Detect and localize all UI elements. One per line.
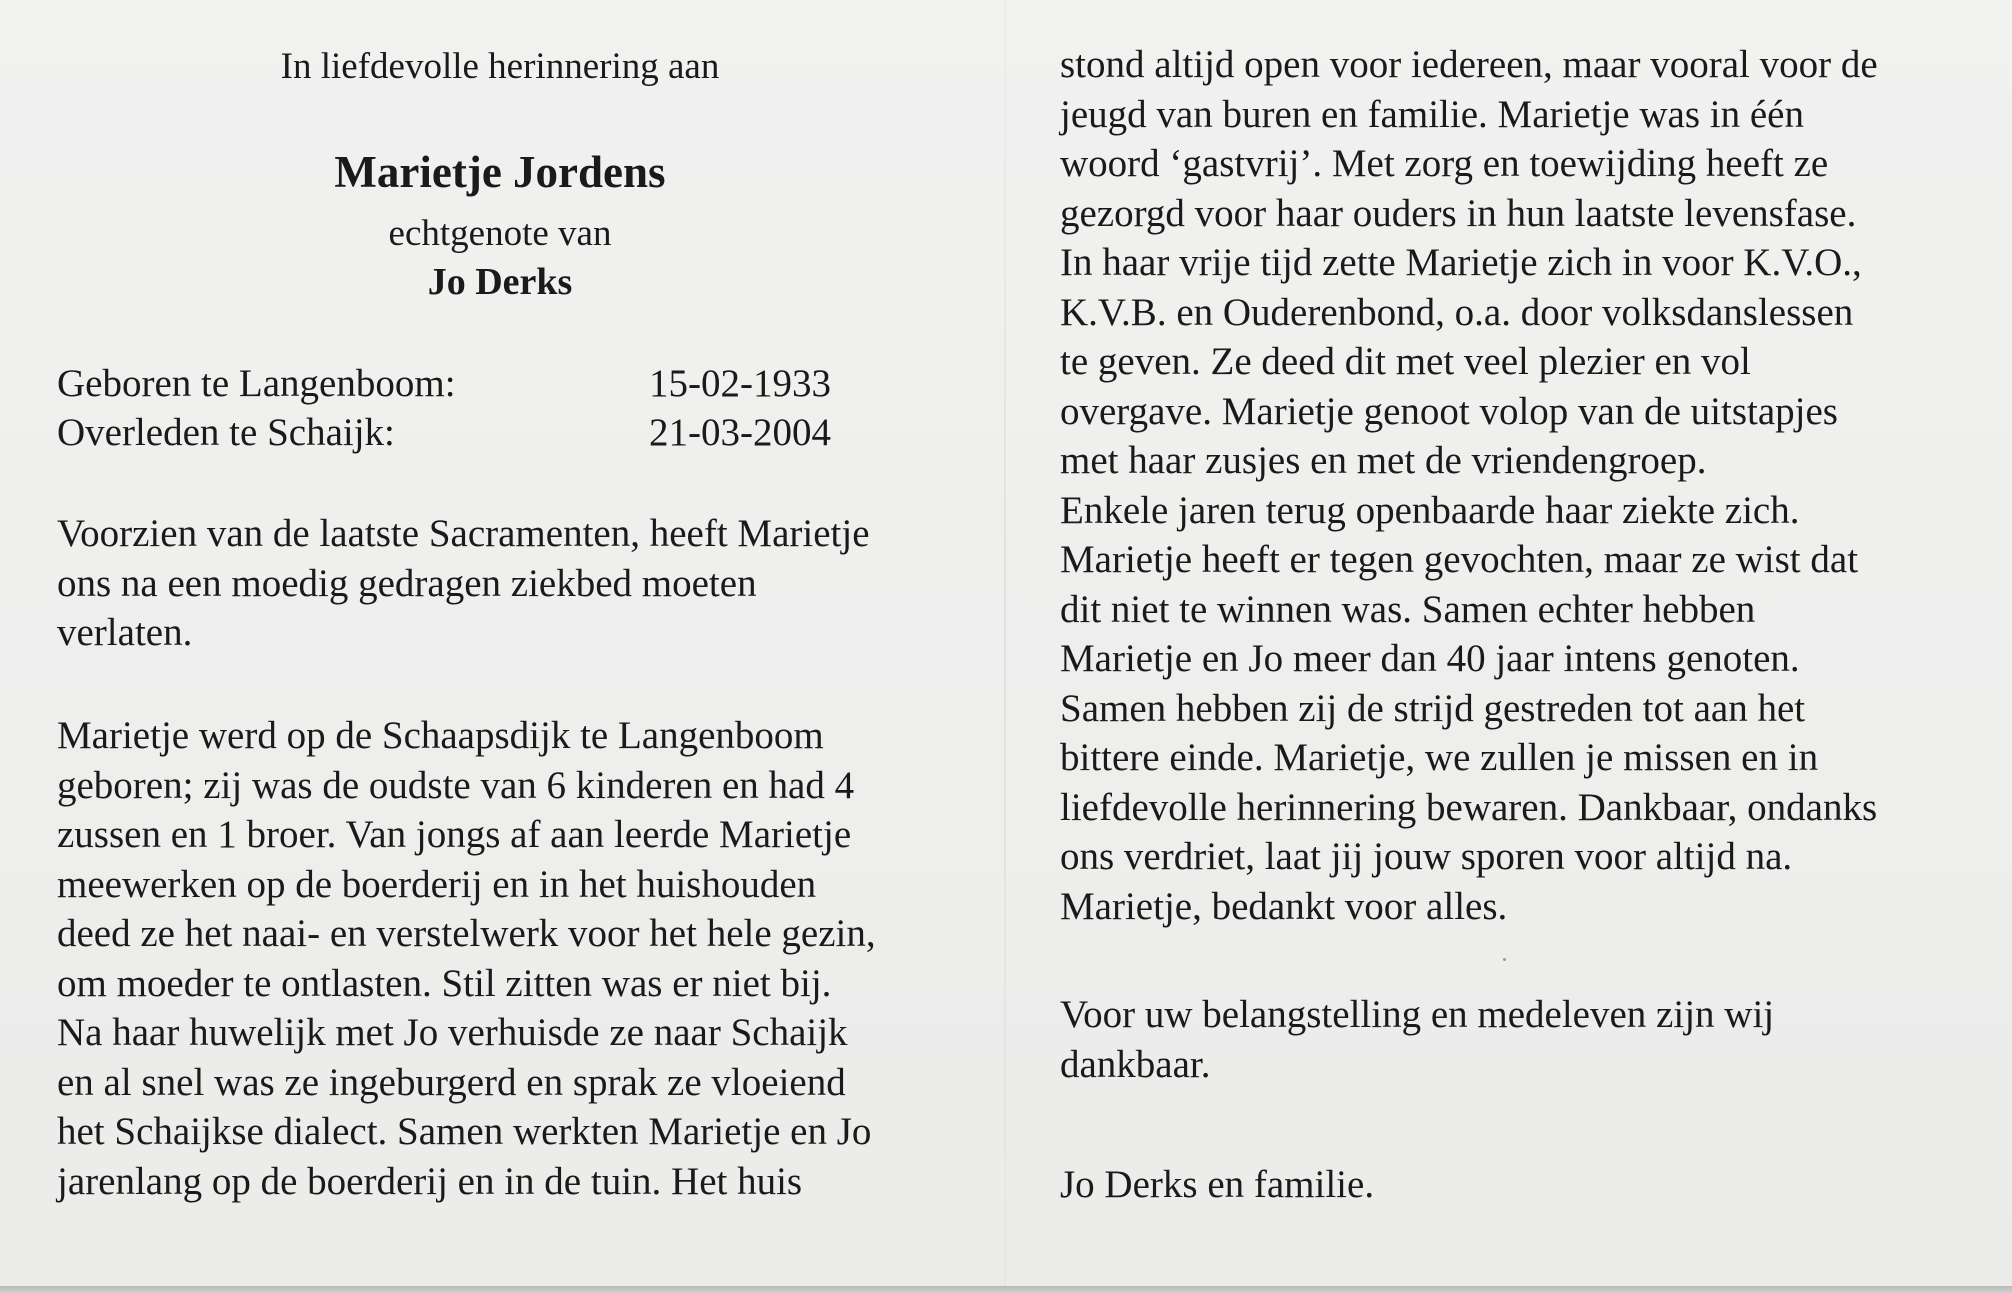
paragraph-line: dankbaar.	[1060, 1042, 1211, 1086]
born-date: 15-02-1933	[649, 362, 831, 405]
paragraph-line: verlaten.	[57, 611, 193, 654]
paper-speck	[1503, 958, 1506, 961]
died-date: 21-03-2004	[649, 411, 831, 454]
paragraph-line: liefdevolle herinnering bewaren. Dankbaar, ondanks	[1060, 785, 1878, 829]
deceased-name: Marietje Jordens	[334, 147, 666, 197]
paragraph-line: Na haar huwelijk met Jo verhuisde ze naar Schaijk	[57, 1011, 848, 1054]
paragraph-line: woord ‘gastvrij’. Met zorg en toewijding heeft ze	[1060, 142, 1829, 185]
paragraph-line: K.V.B. en Ouderenbond, o.a. door volksdanslessen	[1060, 290, 1854, 334]
paragraph-line: overgave. Marietje genoot volop van de uitstapjes	[1060, 389, 1838, 433]
paragraph-line: In haar vrije tijd zette Marietje zich in voor K.V.O.,	[1060, 241, 1862, 284]
spouse-name: Jo Derks	[427, 261, 573, 303]
life-story-paragraph	[57, 711, 876, 1206]
paragraph-line: en al snel was ze ingeburgerd en sprak ze vloeiend	[57, 1060, 846, 1104]
life-story-continued	[1060, 40, 1878, 931]
paragraph-line: stond altijd open voor iedereen, maar vooral voor de	[1060, 43, 1878, 86]
paragraph-line: geboren; zij was de oudste van 6 kinderen en had 4	[57, 763, 855, 807]
paragraph-line: met haar zusjes en met de vriendengroep.	[1060, 439, 1707, 482]
paragraph-line: Voor uw belangstelling en medeleven zijn wij	[1060, 993, 1775, 1036]
paragraph-line: Enkele jaren terug openbaarde haar ziekte zich.	[1060, 488, 1800, 532]
paragraph-line: Marietje en Jo meer dan 40 jaar intens genoten.	[1060, 637, 1800, 680]
card-fold-line	[1004, 0, 1006, 1286]
paragraph-line: deed ze het naai- en verstelwerk voor het hele gezin,	[57, 912, 876, 955]
paragraph-line: gezorgd voor haar ouders in hun laatste levensfase.	[1060, 191, 1857, 235]
paragraph-line: meewerken op de boerderij en in het huishouden	[57, 862, 817, 906]
paragraph-line: Marietje, bedankt voor alles.	[1060, 884, 1508, 928]
intro-text: In liefdevolle herinnering aan	[280, 46, 720, 87]
paragraph-line: ons na een moedig gedragen ziekbed moeten	[57, 561, 757, 605]
paragraph-line: om moeder te ontlasten. Stil zitten was er niet bij.	[57, 961, 832, 1005]
paragraph-line: dit niet te winnen was. Samen echter hebben	[1060, 587, 1756, 631]
paragraph-line: zussen en 1 broer. Van jongs af aan leerde Marietje	[57, 813, 852, 856]
paragraph-line: ons verdriet, laat jij jouw sporen voor altijd na.	[1060, 835, 1793, 878]
paragraph-line: Voorzien van de laatste Sacramenten, heeft Marietje	[57, 512, 870, 555]
closing-signature	[1060, 1160, 1374, 1210]
sacraments-paragraph	[57, 509, 870, 658]
born-label: Geboren te Langenboom:	[57, 362, 456, 405]
thanks-paragraph	[1060, 990, 1774, 1089]
paragraph-line: Marietje werd op de Schaapsdijk te Langenboom	[57, 714, 824, 757]
spouse-label: echtgenote van	[388, 213, 612, 254]
scan-bottom-edge	[0, 1286, 2012, 1293]
closing-text: Jo Derks en familie.	[1060, 1163, 1375, 1206]
paragraph-line: Samen hebben zij de strijd gestreden tot aan het	[1060, 686, 1806, 730]
paragraph-line: te geven. Ze deed dit met veel plezier en vol	[1060, 340, 1751, 383]
died-label: Overleden te Schaijk:	[57, 411, 395, 454]
paragraph-line: jarenlang op de boerderij en in de tuin. Het huis	[57, 1159, 803, 1203]
paragraph-line: bittere einde. Marietje, we zullen je missen en in	[1060, 736, 1819, 779]
paragraph-line: jeugd van buren en familie. Marietje was in één	[1060, 92, 1804, 136]
paragraph-line: het Schaijkse dialect. Samen werkten Marietje en Jo	[57, 1110, 872, 1153]
paragraph-line: Marietje heeft er tegen gevochten, maar ze wist dat	[1060, 538, 1859, 581]
